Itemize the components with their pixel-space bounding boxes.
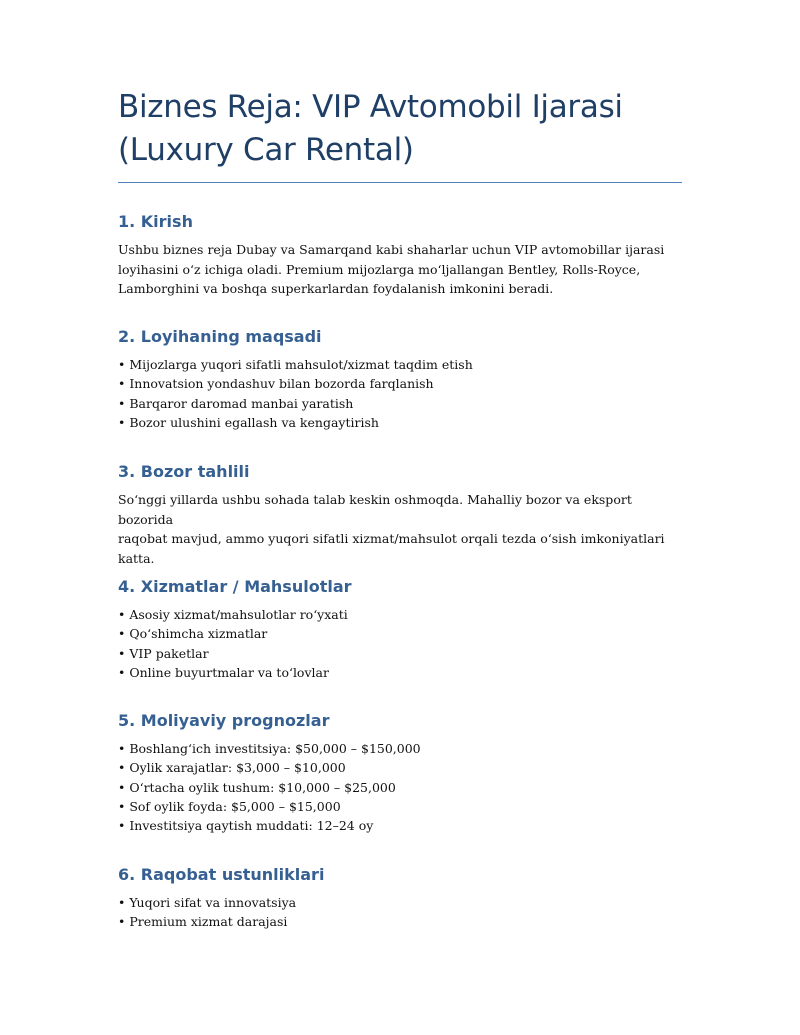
section-competitive-advantages — [118, 864, 682, 932]
title-line-2: (Luxury Car Rental) — [118, 132, 414, 168]
section-paragraph — [118, 240, 682, 299]
section-financial-forecast — [118, 710, 682, 835]
section-heading: 2. Loyihaning maqsadi — [118, 327, 322, 346]
list-item: • Online buyurtmalar va to‘lovlar — [118, 664, 329, 680]
paragraph-line: Lamborghini va boshqa superkarlardan foydalanish imkonini beradi. — [118, 281, 554, 296]
section-introduction — [118, 211, 682, 299]
paragraph-line: Ushbu biznes reja Dubay va Samarqand kabi shaharlar uchun VIP avtomobillar ijarasi — [118, 242, 665, 257]
section-project-goals — [118, 326, 682, 432]
list-item: • Boshlang‘ich investitsiya: $50,000 – $150,000 — [118, 741, 421, 756]
bullet-list — [118, 893, 682, 932]
section-heading: 6. Raqobat ustunliklari — [118, 865, 325, 884]
title-line-1: Biznes Reja: VIP Avtomobil Ijarasi — [118, 89, 623, 125]
list-item: • O‘rtacha oylik tushum: $10,000 – $25,000 — [118, 779, 396, 795]
paragraph-line: raqobat mavjud, ammo yuqori sifatli xizmat/mahsulot orqali tezda o‘sish imkoniyatlari — [118, 531, 665, 546]
list-item: • Premium xizmat darajasi — [118, 914, 288, 930]
section-market-analysis — [118, 461, 682, 568]
list-item: • Asosiy xizmat/mahsulotlar ro‘yxati — [118, 607, 348, 622]
section-heading: 3. Bozor tahlili — [118, 462, 250, 481]
bullet-list — [118, 605, 682, 682]
list-item: • Qo‘shimcha xizmatlar — [118, 626, 268, 642]
document-page — [118, 86, 682, 183]
bullet-list — [118, 739, 682, 835]
list-item: • Investitsiya qaytish muddati: 12–24 oy — [118, 818, 374, 834]
list-item: • Oylik xarajatlar: $3,000 – $10,000 — [118, 760, 346, 776]
document-title — [118, 86, 682, 172]
section-heading: 1. Kirish — [118, 212, 193, 231]
list-item: • Mijozlarga yuqori sifatli mahsulot/xizmat taqdim etish — [118, 357, 473, 372]
section-services-products — [118, 576, 682, 682]
paragraph-line: loyihasini o‘z ichiga oladi. Premium mijozlarga mo‘ljallangan Bentley, Rolls-Royce, — [118, 261, 641, 277]
paragraph-line: katta. — [118, 550, 155, 566]
list-item: • Innovatsion yondashuv bilan bozorda farqlanish — [118, 376, 434, 392]
section-heading: 5. Moliyaviy prognozlar — [118, 711, 330, 730]
list-item: • Bozor ulushini egallash va kengaytirish — [118, 414, 379, 430]
section-paragraph — [118, 490, 682, 568]
section-heading: 4. Xizmatlar / Mahsulotlar — [118, 577, 352, 596]
list-item: • Yuqori sifat va innovatsiya — [118, 895, 297, 910]
bullet-list — [118, 355, 682, 432]
list-item: • VIP paketlar — [118, 645, 209, 661]
list-item: • Sof oylik foyda: $5,000 – $15,000 — [118, 798, 341, 814]
title-divider — [118, 182, 682, 183]
paragraph-line: So‘nggi yillarda ushbu sohada talab keskin oshmoqda. Mahalliy bozor va eksport bozorida — [118, 492, 632, 527]
list-item: • Barqaror daromad manbai yaratish — [118, 395, 354, 411]
